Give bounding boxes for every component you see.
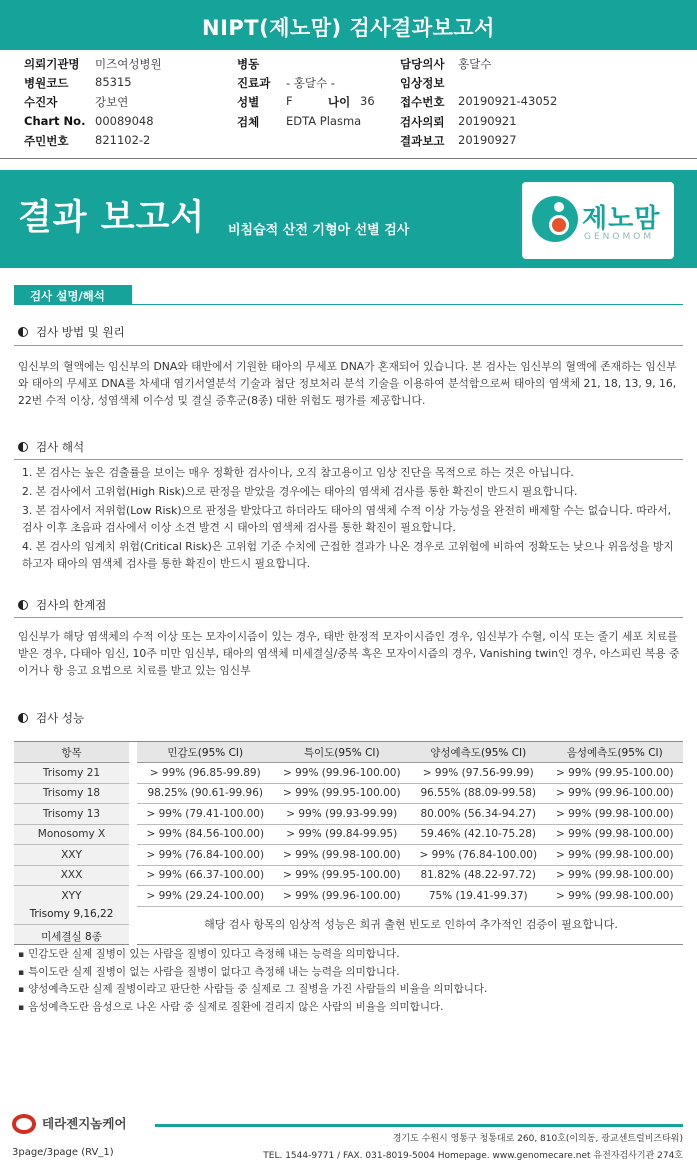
report-title-bar — [0, 0, 697, 50]
company-contact: TEL. 1544-9771 / FAX. 031-8019-5004 Homepage. www.genomecare.net 유전자검사기관 274호 — [263, 1151, 683, 1161]
row-name: Trisomy 9,16,22 — [14, 905, 129, 925]
company-address: 경기도 수원시 영통구 청통대로 260, 810호(이의동, 광교센트럴비즈타워) — [392, 1134, 683, 1144]
logo-name: 제노맘 — [582, 204, 661, 234]
performance-heading-text: 검사 성능 — [36, 711, 85, 725]
specimen-label: 검체 — [237, 115, 260, 129]
rrn-value: 821102-2 — [95, 133, 151, 147]
table-row — [14, 783, 683, 804]
section-tab: 검사 설명/해석 — [14, 285, 132, 305]
divider — [14, 459, 683, 460]
row-name: XXY — [14, 845, 129, 866]
row-name: Trisomy 18 — [14, 783, 129, 804]
table-cell: > 99% (96.85-99.89) — [137, 763, 274, 784]
divider — [14, 617, 683, 618]
divider — [0, 158, 697, 159]
list-item: 4. 본 검사의 임계치 위험(Critical Risk)은 고위험 기준 수치에 근접한 결과가 나온 경우로 고위험에 비하여 정확도는 낮으나 위음성을 방지하고자 태아의 염색체 검사를 통한 확진이 반드시 필요합니다. — [22, 540, 674, 570]
table-cell: > 99% (99.93-99.99) — [274, 804, 411, 825]
logo-head-icon — [554, 202, 564, 212]
table-cell: > 99% (29.24-100.00) — [137, 886, 274, 907]
code-label: 병원코드 — [24, 76, 69, 90]
specimen-value: EDTA Plasma — [286, 114, 362, 128]
report-label: 결과보고 — [400, 134, 445, 148]
table-cell: > 99% (99.98-100.00) — [547, 886, 684, 907]
row-name: Monosomy X — [14, 824, 129, 845]
table-cell: > 99% (76.84-100.00) — [410, 845, 547, 866]
age-value: 36 — [360, 94, 375, 108]
table-cell: > 99% (99.96-100.00) — [274, 763, 411, 784]
doctor-label: 담당의사 — [400, 57, 445, 71]
method-heading-text: 검사 방법 및 원리 — [36, 325, 125, 339]
list-item: ▪ 민감도란 실제 질병이 있는 사람을 질병이 있다고 측정해 내는 능력을 의미합니다. — [18, 946, 682, 964]
section-line — [14, 304, 683, 305]
method-heading — [18, 324, 125, 340]
extra-items — [14, 905, 683, 945]
dept-label: 진료과 — [237, 76, 271, 90]
column-header: 항목 — [14, 742, 129, 763]
table-cell: 81.82% (48.22-97.72) — [410, 865, 547, 886]
limitation-heading-text: 검사의 한계점 — [36, 598, 107, 612]
half-circle-icon — [18, 442, 28, 452]
half-circle-icon — [18, 327, 28, 337]
method-text: 임신부의 혈액에는 임신부의 DNA와 태반에서 기원한 태아의 무세포 DNA가 혼재되어 있습니다. 본 검사는 임신부의 혈액에 존재하는 임신부와 태아의 무세포 DNA를 차세대 염기서열분석 기술과 첨단 정보처리 분석 기술을 이용하여 분석함으로써 태아의 염색체 21, 18, 13, 9, 16, 22번 수적 이상, 성염색체 이수성 및 결실 증후군(8종) 대한 위험도 평가를 제공합니다. — [18, 360, 677, 407]
info-row — [0, 94, 697, 112]
limitation-text: 임신부가 해당 염색체의 수적 이상 또는 모자이시즘이 있는 경우, 태반 한정적 모자이시즘인 경우, 임신부가 수혈, 이식 또는 줄기 세포 치료를 받은 경우, 다태아 임신, 10주 미만 임신부, 태아의 염색체 미세결실/중복 혹은 모자이시즘의 경우, Vanishing twin인 경우, 아스피린 복용 중이거나 항 응고 요법으로 치료를 받고 있는 임신부 — [18, 630, 680, 677]
row-name: Trisomy 13 — [14, 804, 129, 825]
request-label: 검사의뢰 — [400, 115, 445, 129]
table-cell: 98.25% (90.61-99.96) — [137, 783, 274, 804]
company-name: 테라젠지놈케어 — [42, 1116, 127, 1131]
page-number: 3page/3page (RV_1) — [12, 1147, 114, 1158]
info-row — [0, 114, 697, 132]
column-header: 음성예측도(95% CI) — [547, 742, 684, 763]
receiver-value: 강보연 — [95, 95, 129, 109]
table-cell: > 99% (99.98-100.00) — [547, 845, 684, 866]
chart-label: Chart No. — [24, 114, 86, 128]
company-logo-icon — [12, 1114, 36, 1134]
table-cell: > 99% (84.56-100.00) — [137, 824, 274, 845]
info-row — [0, 75, 697, 93]
receiver-label: 수진자 — [24, 95, 58, 109]
table-cell: > 99% (99.95-100.00) — [274, 865, 411, 886]
row-name: XXX — [14, 865, 129, 886]
row-name: 미세결실 8종 — [14, 925, 129, 945]
list-item: 1. 본 검사는 높은 검출률을 보이는 매우 정확한 검사이나, 오직 참고용이고 임상 진단을 목적으로 하는 것은 아닙니다. — [22, 466, 574, 479]
row-name: XYY — [14, 886, 129, 907]
code-value: 85315 — [95, 75, 132, 89]
row-name: Trisomy 21 — [14, 763, 129, 784]
list-item: ▪ 양성예측도란 실제 질병이라고 판단한 사람들 중 실제로 그 질병을 가진 사람들의 비율을 의미합니다. — [18, 981, 682, 999]
table-row — [14, 845, 683, 866]
hospital-label: 의뢰기관명 — [24, 57, 80, 71]
half-circle-icon — [18, 713, 28, 723]
table-header-row — [14, 742, 683, 763]
table-cell: > 99% (99.95-100.00) — [547, 763, 684, 784]
footer-line — [155, 1124, 683, 1127]
accession-label: 접수번호 — [400, 95, 445, 109]
patient-info — [0, 56, 697, 152]
interpretation-heading — [18, 439, 84, 455]
hospital-value: 미즈여성병원 — [95, 57, 162, 71]
table-cell: 75% (19.41-99.37) — [410, 886, 547, 907]
divider — [137, 944, 683, 945]
table-cell: > 99% (99.96-100.00) — [547, 783, 684, 804]
report-value: 20190927 — [458, 133, 517, 147]
table-cell: > 99% (79.41-100.00) — [137, 804, 274, 825]
interpretation-heading-text: 검사 해석 — [36, 440, 85, 454]
doctor-value: 홍달수 — [458, 57, 492, 71]
list-item: ▪ 음성예측도란 음성으로 나온 사람 중 실제로 질환에 걸리지 않은 사람의 비율을 의미합니다. — [18, 999, 682, 1017]
column-header: 특이도(95% CI) — [274, 742, 411, 763]
interpretation-list — [22, 464, 682, 574]
banner-subtitle: 비침습적 산전 기형아 선별 검사 — [228, 223, 410, 238]
logo-baby-icon — [549, 215, 569, 235]
table-row — [14, 824, 683, 845]
sex-label: 성별 — [237, 95, 260, 109]
table-cell: > 99% (97.56-99.99) — [410, 763, 547, 784]
rrn-label: 주민번호 — [24, 134, 69, 148]
table-row — [14, 865, 683, 886]
table-row — [14, 886, 683, 907]
sex-value: F — [286, 94, 293, 108]
table-cell: > 99% (99.84-99.95) — [274, 824, 411, 845]
banner-title: 결과 보고서 — [18, 198, 206, 238]
list-item: 3. 본 검사에서 저위험(Low Risk)으로 판정을 받았다고 하더라도 태아의 염색체 수적 이상 가능성을 완전히 배제할 수는 없습니다. 따라서, 검사 이후 초음파 검사에서 이상 소견 발견 시 태아의 염색체 검사를 통한 확진이 필요합니다. — [22, 504, 672, 534]
list-item: ▪ 특이도란 실제 질병이 없는 사람을 질병이 없다고 측정해 내는 능력을 의미합니다. — [18, 964, 682, 982]
clinical-label: 임상정보 — [400, 76, 445, 90]
table-cell: 96.55% (88.09-99.58) — [410, 783, 547, 804]
ward-label: 병동 — [237, 57, 260, 71]
info-row — [0, 133, 697, 151]
performance-heading — [18, 710, 84, 726]
definitions-list — [18, 946, 682, 1016]
chart-value: 00089048 — [95, 114, 154, 128]
table-cell: > 99% (76.84-100.00) — [137, 845, 274, 866]
table-cell: 80.00% (56.34-94.27) — [410, 804, 547, 825]
table-cell: > 99% (99.98-100.00) — [547, 824, 684, 845]
table-cell: 59.46% (42.10-75.28) — [410, 824, 547, 845]
divider — [14, 345, 683, 346]
half-circle-icon — [18, 600, 28, 610]
table-row — [14, 763, 683, 784]
table-row — [14, 804, 683, 825]
request-value: 20190921 — [458, 114, 517, 128]
table-cell: > 99% (99.98-100.00) — [547, 804, 684, 825]
report-title: NIPT(제노맘) 검사결과보고서 — [202, 16, 495, 40]
table-cell: > 99% (66.37-100.00) — [137, 865, 274, 886]
table-cell: > 99% (99.95-100.00) — [274, 783, 411, 804]
accession-value: 20190921-43052 — [458, 94, 558, 108]
list-item: 2. 본 검사에서 고위험(High Risk)으로 판정을 받았을 경우에는 태아의 염색체 검사를 통한 확진이 반드시 필요합니다. — [22, 485, 578, 498]
genomom-logo — [522, 182, 674, 259]
report-banner — [0, 170, 697, 268]
info-row — [0, 56, 697, 74]
extra-note: 해당 검사 항목의 임상적 성능은 희귀 출현 빈도로 인하여 추가적인 검증이 필요합니다. — [204, 918, 618, 931]
column-header: 양성예측도(95% CI) — [410, 742, 547, 763]
logo-en: GENOMOM — [584, 232, 655, 242]
column-gap — [129, 742, 137, 763]
dept-value: - 홍달수 - — [286, 76, 335, 90]
limitation-heading — [18, 597, 106, 613]
column-header: 민감도(95% CI) — [137, 742, 274, 763]
table-cell: > 99% (99.98-100.00) — [274, 845, 411, 866]
age-label: 나이 — [328, 95, 351, 109]
performance-table — [14, 741, 683, 907]
table-cell: > 99% (99.98-100.00) — [547, 865, 684, 886]
table-cell: > 99% (99.96-100.00) — [274, 886, 411, 907]
